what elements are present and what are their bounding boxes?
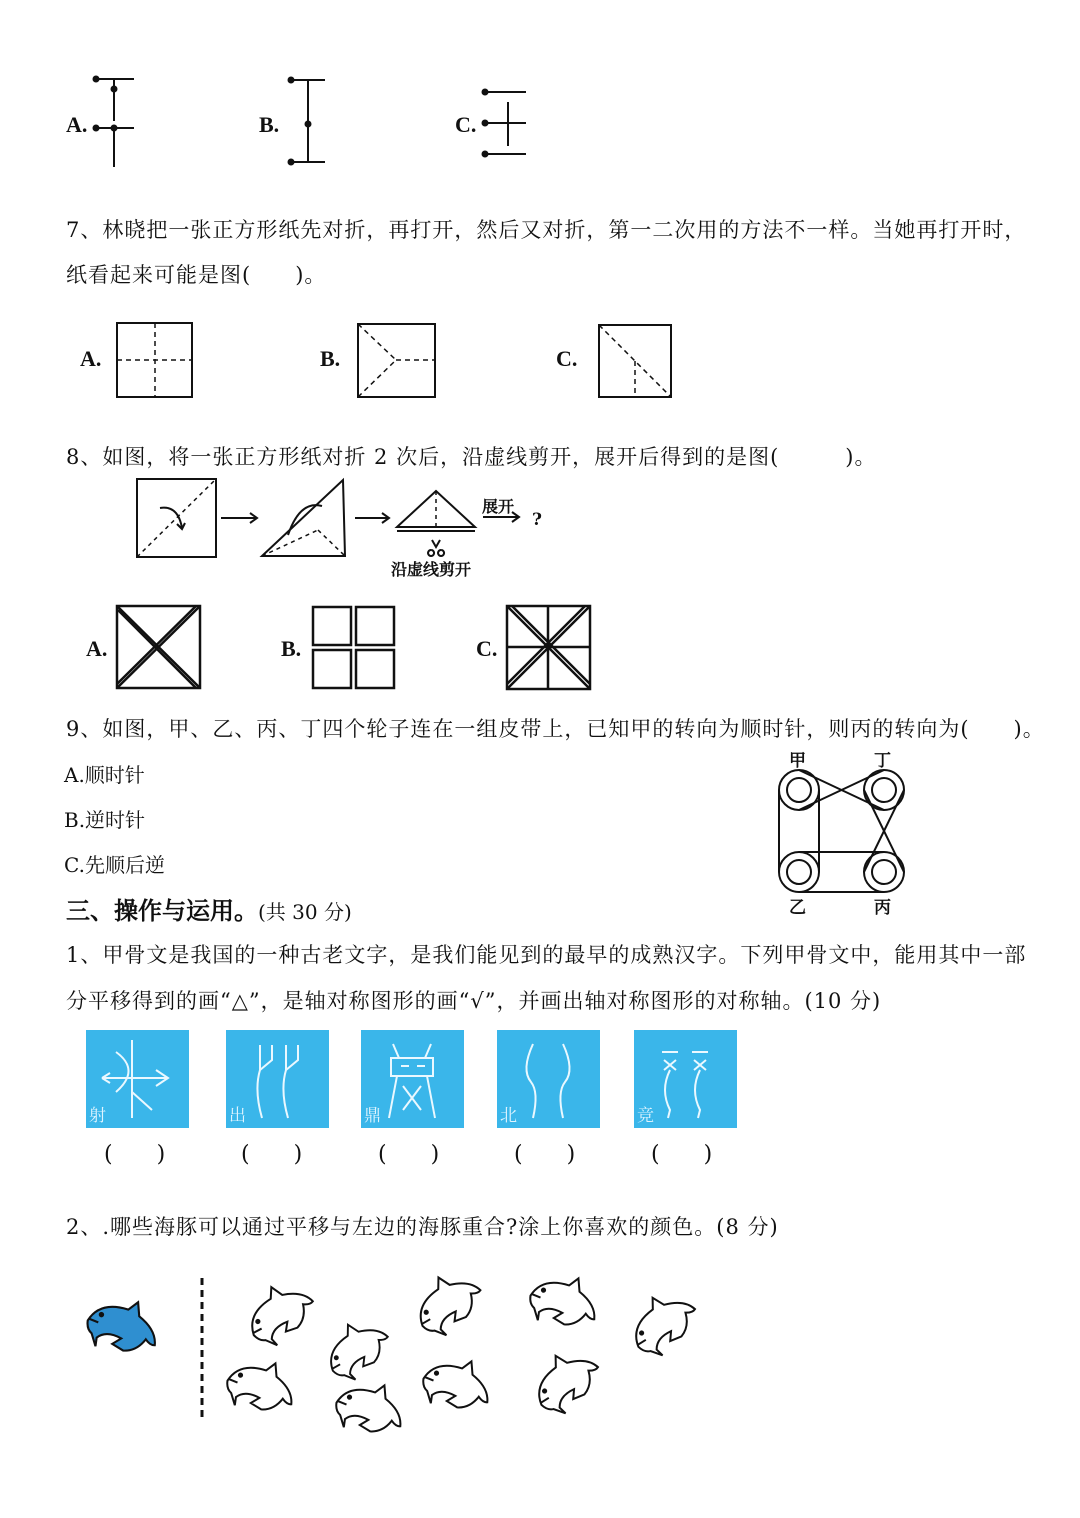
q9-option-a[interactable]: A.顺时针 (64, 763, 145, 787)
q7-option-a[interactable]: A. (80, 346, 102, 371)
reference-dolphin (80, 1287, 167, 1366)
q9-wheel-bing-label: 丙 (874, 898, 891, 918)
section3-title-text: 三、操作与运用。 (66, 896, 258, 925)
q6-option-a[interactable]: A. (66, 112, 88, 137)
answer-paren-5[interactable]: ( ) (651, 1142, 713, 1167)
dolphin-5 (406, 1262, 492, 1343)
q6-option-b[interactable]: B. (259, 112, 280, 137)
q8-question-mark: ? (532, 510, 542, 530)
dolphin-3 (220, 1349, 303, 1425)
dolphin-9 (620, 1282, 706, 1364)
q8-text: 8、如图，将一张正方形纸对折 2 次后，沿虚线剪开，展开后得到的是图( )。 (66, 445, 877, 469)
dolphin-8 (523, 1340, 609, 1422)
s3q1-text-line1: 1、甲骨文是我国的一种古老文字，是我们能见到的最早的成熟汉字。下列甲骨文中，能用其中一部 (66, 943, 1027, 967)
oracle-char-she: 射 (89, 1106, 106, 1126)
q9-wheel-jia-label: 甲 (789, 751, 806, 771)
q8-option-b[interactable]: B. (281, 636, 302, 661)
dolphin-6 (416, 1347, 499, 1423)
answer-paren-2[interactable]: ( ) (241, 1142, 303, 1167)
dolphin-7 (523, 1264, 606, 1340)
dolphin-2 (317, 1310, 399, 1387)
q6-option-c[interactable]: C. (455, 112, 477, 137)
answer-paren-1[interactable]: ( ) (104, 1142, 166, 1167)
q8-unfold-label: 展开 (482, 497, 515, 516)
s3q2-text: 2、.哪些海豚可以通过平移与左边的海豚重合?涂上你喜欢的颜色。(8 分) (66, 1215, 779, 1239)
q9-wheel-ding-label: 丁 (874, 751, 891, 771)
answer-paren-4[interactable]: ( ) (514, 1142, 576, 1167)
oracle-char-chu: 出 (229, 1106, 246, 1126)
dolphin-1 (238, 1273, 323, 1353)
q9-text: 9、如图，甲、乙、丙、丁四个轮子连在一组皮带上，已知甲的转向为顺时针，则丙的转向为( )。 (66, 717, 1045, 741)
section3-score: (共 30 分) (258, 900, 352, 924)
oracle-char-jing: 竞 (637, 1106, 654, 1126)
q7-option-b[interactable]: B. (320, 346, 341, 371)
oracle-char-bei: 北 (500, 1106, 517, 1126)
q8-option-a[interactable]: A. (86, 636, 108, 661)
q7-option-c[interactable]: C. (556, 346, 578, 371)
q7-text-line1: 7、林晓把一张正方形纸先对折，再打开，然后又对折，第一二次用的方法不一样。当她再打开时， (66, 218, 1027, 242)
q9-option-c[interactable]: C.先顺后逆 (64, 853, 165, 877)
q8-cut-label: 沿虚线剪开 (391, 560, 472, 579)
q9-option-b[interactable]: B.逆时针 (64, 808, 146, 832)
dolphin-4 (329, 1371, 412, 1447)
q8-option-c[interactable]: C. (476, 636, 498, 661)
s3q1-text-line2: 分平移得到的画“△”，是轴对称图形的画“√”，并画出轴对称图形的对称轴。(10 分) (66, 989, 882, 1013)
q7-text-line2: 纸看起来可能是图( )。 (66, 263, 327, 287)
oracle-char-ding: 鼎 (364, 1106, 381, 1126)
answer-paren-3[interactable]: ( ) (378, 1142, 440, 1167)
q9-wheel-yi-label: 乙 (789, 898, 806, 918)
